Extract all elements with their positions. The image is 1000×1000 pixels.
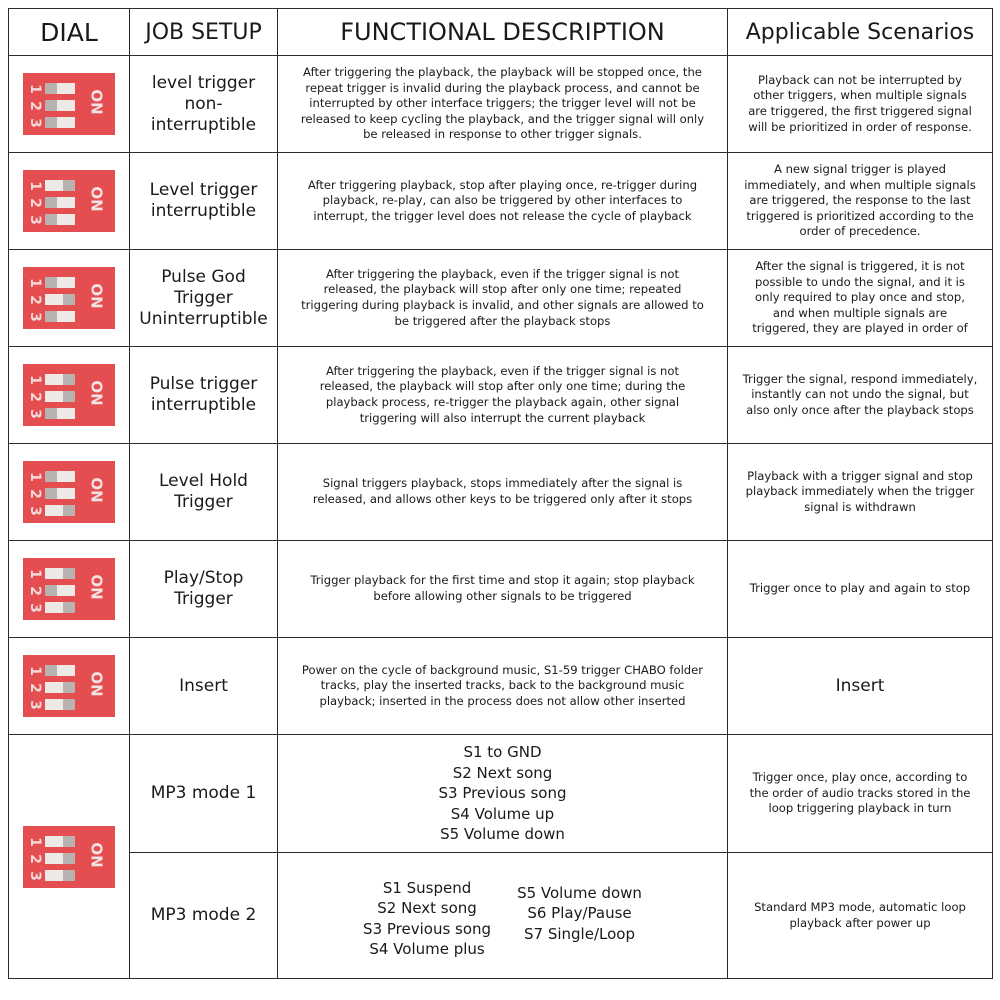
switch-knob-on <box>63 853 75 864</box>
mp3-mode2-columns <box>281 872 724 960</box>
description-line: S2 Next song <box>377 899 477 917</box>
header-row <box>9 9 993 56</box>
description-line: released, the playback will stop after only one time; during the <box>319 379 686 394</box>
switch-knob-off <box>45 100 57 111</box>
switch-number-label: 2 <box>27 101 43 111</box>
switch-slot <box>45 277 75 288</box>
description-line: After triggering the playback, even if the trigger signal is not <box>325 363 680 378</box>
description-line: S4 Volume up <box>450 804 555 823</box>
switch-number-label: 2 <box>27 295 43 305</box>
scenario-line: Trigger the signal, respond immediately, <box>742 371 978 386</box>
switch-slot <box>45 408 75 419</box>
job-setup-cell <box>130 541 278 638</box>
job-setup-text: Pulse trigger <box>149 374 258 394</box>
job-setup-text: Trigger <box>174 589 233 609</box>
dial-cell <box>9 444 130 541</box>
description-line: After triggering the playback, the playback will be stopped once, the <box>303 65 702 80</box>
scenario-line: will be prioritized in order of response. <box>748 119 972 134</box>
job-setup-text: interruptible <box>150 395 257 415</box>
description-line: playback, re-play, can also be triggered by other interfaces to <box>322 193 683 208</box>
applicable-scenario-cell <box>728 56 993 153</box>
switch-knob-on <box>63 374 75 385</box>
switch-knob-off <box>45 585 57 596</box>
description-line: S5 Volume down <box>517 883 642 902</box>
switch-number-label: 1 <box>27 472 43 482</box>
mp3-mode2-right-column <box>517 883 642 945</box>
switch-slot <box>45 311 75 322</box>
switch-number-label: 1 <box>27 278 43 288</box>
switch-slot <box>45 214 75 225</box>
job-setup-text: level trigger <box>151 72 256 93</box>
on-label: ON <box>87 380 106 406</box>
scenario-line: only required to play once and stop, <box>755 290 965 305</box>
mp3-mode2-left-column <box>363 878 491 960</box>
switch-number-label: 3 <box>27 409 43 419</box>
job-setup-cell: MP3 mode 1 <box>130 735 278 853</box>
description-line: released, the playback will stop after only one time; repeated <box>323 282 682 297</box>
on-label: ON <box>87 477 106 503</box>
header-applicable-scenarios: Applicable Scenarios <box>728 9 993 56</box>
switch-slot <box>45 853 75 864</box>
description-line: S3 Previous song <box>363 919 492 938</box>
scenario-line: Standard MP3 mode, automatic loop <box>754 899 966 914</box>
description-line: Signal triggers playback, stops immediately after the signal is <box>322 476 683 491</box>
switch-knob-on <box>63 294 75 305</box>
switch-number-label: 1 <box>27 569 43 579</box>
functional-description-cell <box>278 347 728 444</box>
switch-number-label: 3 <box>27 603 43 613</box>
dip-switch-graphic <box>23 364 115 426</box>
switch-slot <box>45 100 75 111</box>
scenario-line: are triggered, the first triggered signal <box>748 104 972 118</box>
applicable-scenario-cell <box>728 853 993 979</box>
functional-description-cell <box>278 250 728 347</box>
applicable-scenario-cell <box>728 153 993 250</box>
applicable-scenario-cell <box>728 444 993 541</box>
switch-knob-on <box>63 870 75 881</box>
switch-slot <box>45 83 75 94</box>
scenario-line: Playback can not be interrupted by <box>757 72 962 87</box>
scenario-line: triggered is prioritized according to the <box>746 208 974 223</box>
job-setup-text: Uninterruptible <box>139 308 268 329</box>
dial-cell <box>9 347 130 444</box>
description-line: triggering during playback is invalid, and other signals are allowed to <box>301 298 704 312</box>
description-line: playback; inserted in the process does not allow other inserted <box>319 693 686 708</box>
dial-cell <box>9 638 130 735</box>
switch-knob-off <box>45 197 57 208</box>
job-setup-text: Level trigger <box>149 180 258 200</box>
description-line: Power on the cycle of background music, S1-59 trigger CHABO folder <box>301 662 704 677</box>
on-label: ON <box>87 89 106 115</box>
dip-switch-graphic <box>23 73 115 135</box>
switch-number-label: 1 <box>27 666 43 676</box>
switch-knob-off <box>45 408 57 419</box>
description-line: interrupt, the trigger level does not release the cycle of playback <box>313 208 692 223</box>
dial-cell <box>9 250 130 347</box>
header-job-setup: JOB SETUP <box>130 9 278 56</box>
description-line: before allowing other signals to be triggered <box>373 589 632 603</box>
scenario-line: also only once after the playback stops <box>746 402 974 417</box>
applicable-scenario-cell <box>728 735 993 853</box>
switch-knob-on <box>63 836 75 847</box>
dial-cell <box>9 153 130 250</box>
description-line: playback process, re-trigger the playback again, other signal <box>325 395 680 409</box>
switch-number-label: 2 <box>27 489 43 499</box>
scenario-line: Trigger once, play once, according to <box>752 770 968 785</box>
applicable-scenario-cell <box>728 541 993 638</box>
description-line: be triggered after the playback stops <box>394 313 611 328</box>
functional-description-cell <box>278 853 728 979</box>
switch-slot <box>45 682 75 693</box>
on-label: ON <box>87 671 106 697</box>
job-setup-text: non-interruptible <box>150 93 257 135</box>
switch-number-label: 1 <box>27 375 43 385</box>
job-setup-cell <box>130 250 278 347</box>
switch-knob-off <box>45 471 57 482</box>
switch-number-label: 1 <box>27 84 43 94</box>
switch-slot <box>45 568 75 579</box>
dip-switch-graphic <box>23 170 115 232</box>
applicable-scenario-cell <box>728 250 993 347</box>
table-row <box>9 638 993 735</box>
dial-cell <box>9 735 130 979</box>
switch-slot <box>45 374 75 385</box>
dip-switch-graphic <box>23 655 115 717</box>
switch-slot <box>45 294 75 305</box>
description-line: After triggering playback, stop after playing once, re-trigger during <box>307 177 698 192</box>
description-line: S4 Volume plus <box>369 940 485 958</box>
switch-number-label: 2 <box>27 586 43 596</box>
job-setup-text: Trigger <box>174 492 233 512</box>
dip-switch-graphic <box>23 267 115 329</box>
applicable-scenario-cell <box>728 347 993 444</box>
switch-number-label: 3 <box>27 118 43 128</box>
switch-number-label: 1 <box>27 836 43 847</box>
scenario-line: are triggered, the response to the last <box>749 193 971 208</box>
on-label: ON <box>87 574 106 600</box>
switch-slot <box>45 602 75 613</box>
job-setup-text: interruptible <box>150 201 257 221</box>
switch-knob-off <box>45 665 57 676</box>
switch-knob-off <box>45 214 57 225</box>
description-line: triggering will also interrupt the current playback <box>359 410 646 425</box>
description-line: After triggering the playback, even if the trigger signal is not <box>325 266 680 281</box>
switch-slot <box>45 699 75 710</box>
scenario-line: loop triggering playback in turn <box>768 801 952 816</box>
table-row <box>9 541 993 638</box>
switch-slot <box>45 665 75 676</box>
switch-number-label: 3 <box>27 506 43 516</box>
table-row <box>9 347 993 444</box>
switch-slot <box>45 391 75 402</box>
scenario-line: other triggers, when multiple signals <box>753 88 967 103</box>
description-line: S3 Previous song <box>438 784 567 803</box>
dip-switch-graphic <box>23 461 115 523</box>
switch-number-label: 2 <box>27 683 43 693</box>
scenario-line: triggered, they are played in order of <box>752 321 968 336</box>
description-line: repeat trigger is invalid during the playback process, and cannot be <box>305 80 700 95</box>
on-label: ON <box>87 841 106 868</box>
functional-description-cell <box>278 444 728 541</box>
job-setup-cell: MP3 mode 2 <box>130 853 278 979</box>
switch-slot <box>45 197 75 208</box>
switch-number-label: 2 <box>27 392 43 402</box>
switch-number-label: 2 <box>27 198 43 208</box>
switch-knob-on <box>63 682 75 693</box>
dip-switch-graphic <box>23 826 115 888</box>
switch-slot <box>45 505 75 516</box>
applicable-scenario-cell <box>728 638 993 735</box>
scenario-line: A new signal trigger is played <box>773 162 947 177</box>
switch-number-label: 3 <box>27 215 43 225</box>
description-line: S6 Play/Pause <box>527 904 632 923</box>
switch-slot <box>45 585 75 596</box>
dial-cell <box>9 56 130 153</box>
switch-slot <box>45 471 75 482</box>
functional-description-cell <box>278 638 728 735</box>
scenario-line: signal is withdrawn <box>804 499 916 514</box>
job-setup-cell <box>130 444 278 541</box>
switch-knob-on <box>63 391 75 402</box>
table-row <box>9 735 993 853</box>
on-label: ON <box>87 186 106 212</box>
switch-knob-on <box>63 568 75 579</box>
header-functional-description: FUNCTIONAL DESCRIPTION <box>278 9 728 56</box>
dial-cell <box>9 541 130 638</box>
description-line: S2 Next song <box>452 763 553 782</box>
table-row <box>9 56 993 153</box>
functional-description-cell <box>278 735 728 853</box>
description-line: Trigger playback for the first time and stop it again; stop playback <box>310 573 695 588</box>
description-line: S1 Suspend <box>382 878 472 897</box>
switch-knob-on <box>63 602 75 613</box>
switch-knob-off <box>45 277 57 288</box>
switch-slot <box>45 488 75 499</box>
switch-knob-on <box>63 505 75 516</box>
switch-number-label: 1 <box>27 181 43 191</box>
switch-knob-off <box>45 311 57 322</box>
job-setup-text: Play/Stop <box>163 568 244 588</box>
header-dial: DIAL <box>9 9 130 56</box>
table-row <box>9 444 993 541</box>
switch-knob-off <box>45 83 57 94</box>
scenario-line: After the signal is triggered, it is not <box>755 259 965 274</box>
scenario-line: and when multiple signals are <box>772 305 948 320</box>
switch-knob-off <box>45 117 57 128</box>
scenario-line: Insert <box>835 676 885 696</box>
job-setup-cell <box>130 56 278 153</box>
job-setup-cell <box>130 347 278 444</box>
description-line: S5 Volume down <box>440 825 565 844</box>
job-setup-cell <box>130 638 278 735</box>
table-row <box>9 250 993 347</box>
description-line: released to keep cycling the playback, and the trigger signal will only <box>300 111 705 126</box>
scenario-line: instantly can not undo the signal, but <box>751 387 969 402</box>
switch-number-label: 3 <box>27 870 43 881</box>
table-row <box>9 153 993 250</box>
switch-number-label: 2 <box>27 853 43 864</box>
switch-knob-off <box>45 488 57 499</box>
switch-knob-on <box>63 699 75 710</box>
switch-number-label: 3 <box>27 312 43 322</box>
switch-slot <box>45 117 75 128</box>
description-line: S7 Single/Loop <box>524 924 635 943</box>
switch-knob-on <box>63 180 75 191</box>
functional-description-cell <box>278 56 728 153</box>
description-line: be released in response to other trigger signals. <box>363 127 642 142</box>
job-setup-text: Pulse God Trigger <box>161 266 246 308</box>
description-line: S1 to GND <box>463 743 542 762</box>
scenario-line: possible to undo the signal, and it is <box>755 274 965 289</box>
scenario-line: the order of audio tracks stored in the <box>749 785 971 800</box>
job-setup-text: Insert <box>179 675 228 696</box>
on-label: ON <box>87 283 106 309</box>
dip-switch-mode-table <box>8 8 993 979</box>
job-setup-text: Level Hold <box>159 471 248 491</box>
scenario-line: Trigger once to play and again to stop <box>749 581 971 596</box>
scenario-line: order of precedence. <box>799 224 921 239</box>
scenario-line: immediately, and when multiple signals <box>744 177 976 192</box>
scenario-line: Playback with a trigger signal and stop <box>747 468 973 483</box>
functional-description-cell <box>278 153 728 250</box>
table-row <box>9 853 993 979</box>
job-setup-cell <box>130 153 278 250</box>
switch-slot <box>45 870 75 881</box>
dip-switch-graphic <box>23 558 115 620</box>
switch-slot <box>45 836 75 847</box>
functional-description-cell <box>278 541 728 638</box>
switch-slot <box>45 180 75 191</box>
scenario-line: playback after power up <box>789 915 931 930</box>
description-line: interrupted by other interface triggers; the trigger level will not be <box>309 96 696 111</box>
scenario-line: playback immediately when the trigger <box>745 484 975 499</box>
description-line: tracks, play the inserted tracks, back to the background music <box>320 678 685 693</box>
description-line: released, and allows other keys to be triggered only after it stops <box>312 492 693 506</box>
switch-number-label: 3 <box>27 700 43 710</box>
